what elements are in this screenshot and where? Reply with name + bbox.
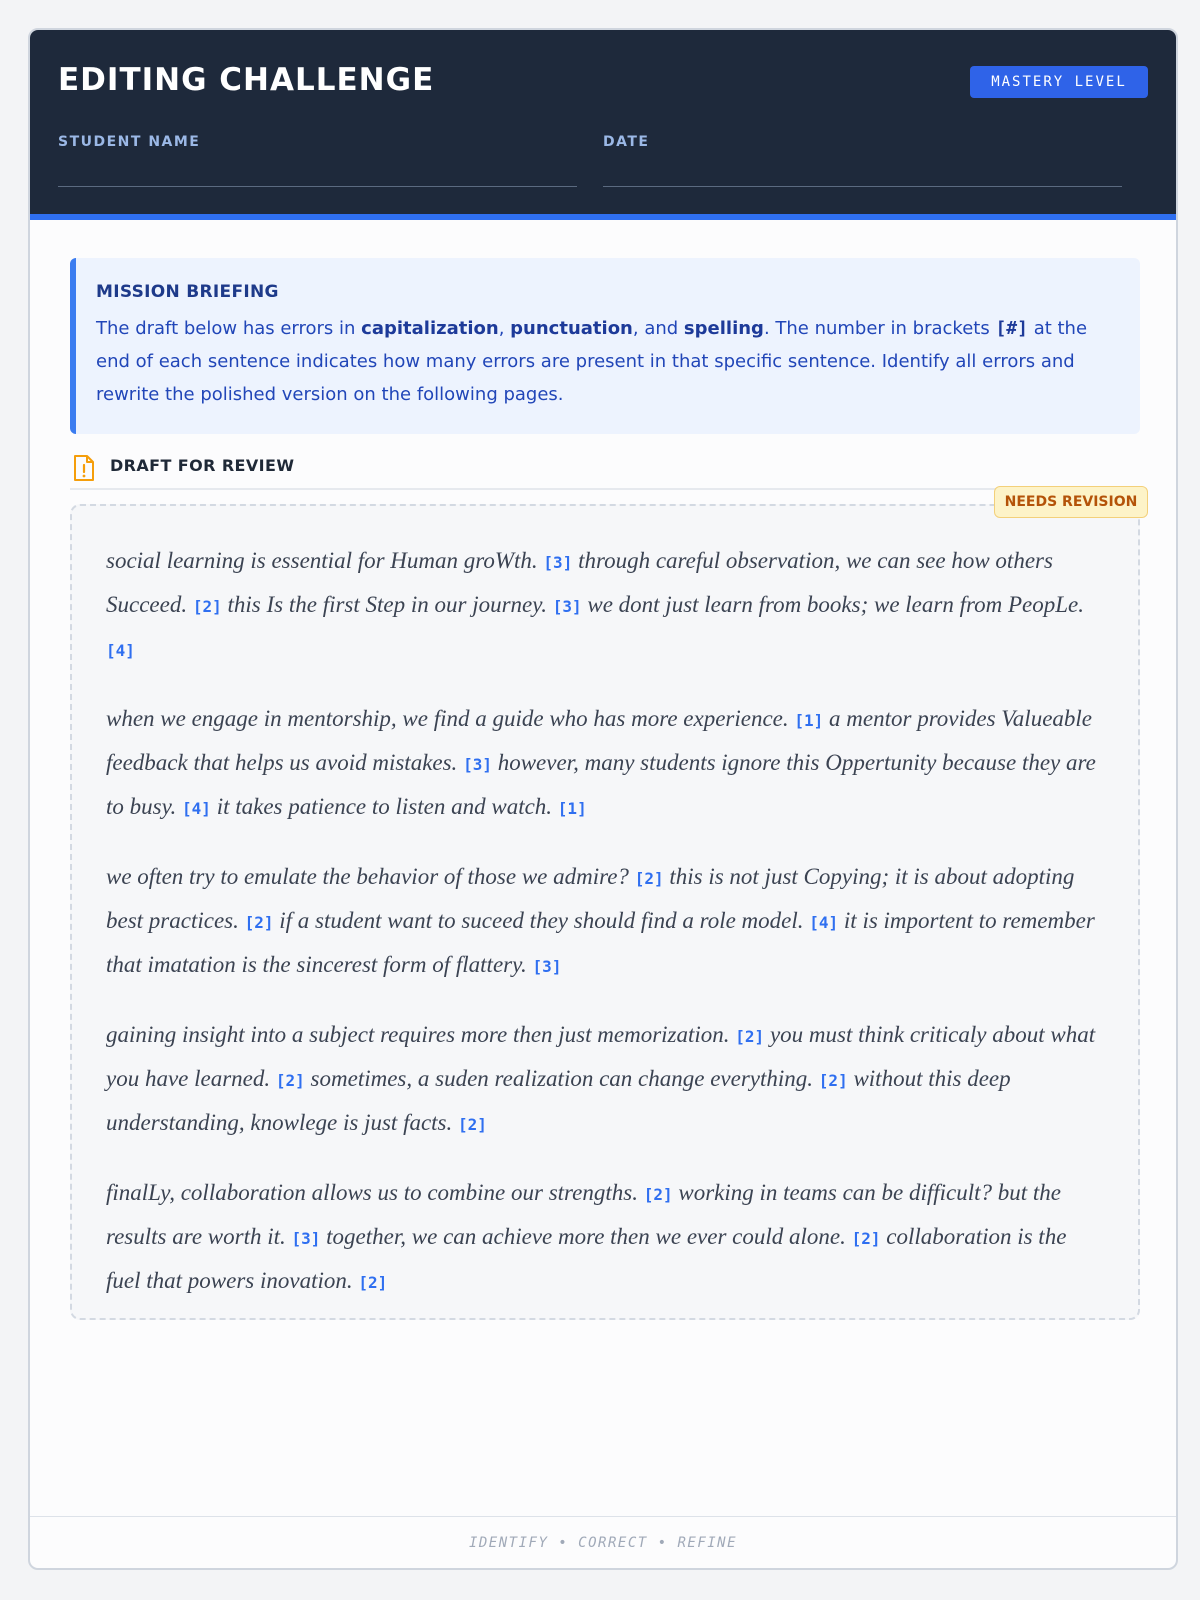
header — [30, 30, 1176, 220]
draft-paragraph — [106, 540, 1104, 672]
draft-paragraph — [106, 1172, 1104, 1304]
date-field[interactable] — [603, 186, 1122, 187]
error-count: [3] — [552, 597, 582, 616]
level-badge: MASTERY LEVEL — [970, 66, 1148, 98]
briefing-text-part: . The number in brackets — [763, 318, 996, 339]
mission-briefing — [70, 258, 1140, 434]
keyword-capitalization: capitalization — [361, 318, 499, 339]
error-count: [4] — [182, 799, 211, 818]
draft-sentence: we dont just learn from books; we learn from PeopLe. — [587, 592, 1084, 617]
error-count: [3] — [463, 755, 492, 774]
draft-sentence: finalLy, collaboration allows us to combine our strengths. — [106, 1180, 638, 1205]
draft-section-header — [70, 452, 1140, 490]
draft-sentence: we often try to emulate the behavior of those we admire? — [106, 864, 629, 889]
draft-paragraph — [106, 698, 1104, 830]
error-count: [1] — [557, 799, 587, 818]
student-name-field[interactable] — [58, 186, 577, 187]
error-count: [2] — [851, 1229, 881, 1248]
error-count: [2] — [735, 1027, 765, 1046]
error-count: [3] — [543, 553, 573, 572]
error-count: [4] — [106, 641, 135, 660]
draft-sentence: it takes patience to listen and watch. — [216, 794, 553, 819]
warning-document-icon — [72, 454, 96, 487]
briefing-text-part: at the end of each sentence indicates how many errors are present in that specific sentence. Identify all errors and rewrite the polished version on the following pages. — [96, 318, 1088, 405]
draft-sentence: gaining insight into a subject requires more then just memorization. — [106, 1022, 730, 1047]
draft-sentence: sometimes, a suden realization can change everything. — [310, 1066, 814, 1091]
error-count: [2] — [244, 913, 274, 932]
draft-sentence: however, many students ignore this Oppertunity because they are to busy. — [106, 750, 1096, 819]
draft-sentence: this Is the first Step in our journey. — [227, 592, 547, 617]
error-count: [3] — [291, 1229, 321, 1248]
draft-sentence: collaboration is the fuel that powers inovation. — [106, 1224, 1067, 1293]
draft-sentence: you must think criticaly about what you have learned. — [106, 1022, 1096, 1091]
draft-paragraph — [106, 856, 1104, 988]
draft-box — [70, 504, 1140, 1320]
draft-sentence: it is importent to remember that imatation is the sincerest form of flattery. — [106, 908, 1095, 977]
briefing-text — [96, 312, 1118, 411]
error-count: [1] — [794, 711, 824, 730]
draft-sentence: together, we can achieve more then we ever could alone. — [326, 1224, 846, 1249]
error-count: [2] — [458, 1115, 487, 1134]
bracket-hint: [#] — [995, 318, 1028, 339]
briefing-text-part: The draft below has errors in — [96, 318, 362, 339]
error-count: [2] — [275, 1071, 305, 1090]
error-count: [2] — [192, 597, 222, 616]
error-count: [2] — [643, 1185, 673, 1204]
worksheet-page — [28, 28, 1178, 1570]
draft-sentence: this is not just Copying; it is about adopting best practices. — [106, 864, 1075, 933]
draft-sentence: if a student want to suceed they should find a role model. — [279, 908, 804, 933]
section-title: DRAFT FOR REVIEW — [110, 456, 295, 475]
draft-sentence: through careful observation, we can see how others Succeed. — [106, 548, 1053, 617]
footer: IDENTIFY • CORRECT • REFINE — [30, 1516, 1176, 1568]
briefing-text-part: , — [498, 318, 511, 339]
briefing-text-part: , and — [632, 318, 684, 339]
error-count: [2] — [358, 1273, 388, 1292]
draft-sentence: a mentor provides Valueable feedback that helps us avoid mistakes. — [106, 706, 1093, 775]
briefing-title: MISSION BRIEFING — [96, 282, 279, 302]
error-count: [3] — [532, 957, 562, 976]
draft-paragraph — [106, 1014, 1104, 1146]
page-title: EDITING CHALLENGE — [58, 62, 435, 98]
error-count: [4] — [809, 913, 839, 932]
keyword-spelling: spelling — [683, 318, 764, 339]
error-count: [2] — [818, 1071, 848, 1090]
draft-sentence: working in teams can be difficult? but the results are worth it. — [106, 1180, 1062, 1249]
draft-sentence: social learning is essential for Human groWth. — [106, 548, 538, 573]
draft-sentence: without this deep understanding, knowlege is just facts. — [106, 1066, 1011, 1135]
date-label: DATE — [603, 134, 650, 150]
student-name-label: STUDENT NAME — [58, 134, 201, 150]
keyword-punctuation: punctuation — [510, 318, 633, 339]
draft-sentence: when we engage in mentorship, we find a guide who has more experience. — [106, 706, 789, 731]
error-count: [2] — [634, 869, 664, 888]
status-badge: NEEDS REVISION — [994, 486, 1148, 518]
